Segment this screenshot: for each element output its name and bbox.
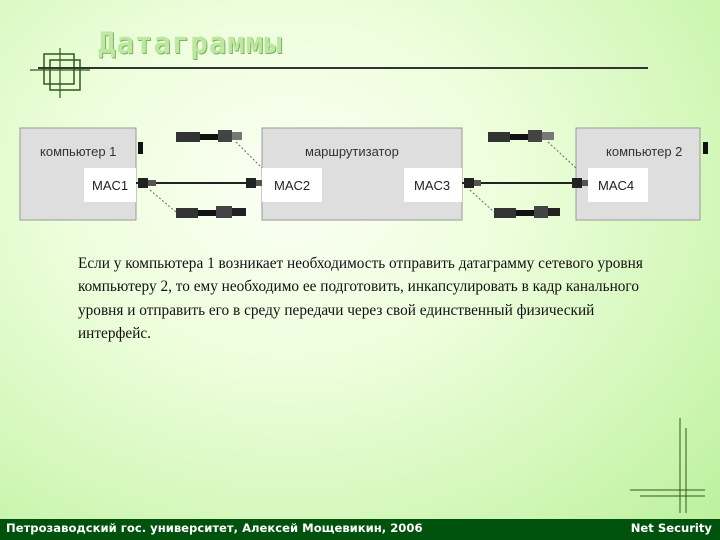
port-marker — [703, 142, 708, 154]
footer-bar — [0, 519, 720, 540]
mac3-label: MAC3 — [414, 178, 451, 193]
computer1-label: компьютер 1 — [40, 144, 117, 159]
footer-credit: Петрозаводский гос. университет, Алексей Мощевикин, 2006 — [6, 521, 423, 535]
router-label: маршрутизатор — [305, 144, 399, 159]
plug-icon — [464, 178, 481, 188]
mac1-label: MAC1 — [92, 178, 129, 193]
plug-icon — [246, 178, 262, 188]
network-diagram — [0, 120, 720, 235]
slide-body-text: Если у компьютера 1 возникает необходимость отправить датаграмму сетевого уровня компьютеру 2, то ему необходимо ее подготовить, инкапсулировать в кадр канального уровня и отправить его в среду передачи через свой единственный физический интерфейс. — [78, 255, 643, 343]
cable-connector-icon — [488, 130, 576, 168]
cable-connector-icon — [176, 130, 262, 168]
footer-course: Net Security — [630, 521, 712, 535]
mac2-label: MAC2 — [274, 178, 311, 193]
cable-connector-icon — [150, 190, 246, 218]
mac4-label: MAC4 — [598, 178, 635, 193]
crosshair-decoration — [630, 418, 710, 518]
corner-squares-decoration — [30, 48, 90, 98]
plug-icon — [138, 178, 156, 188]
title-underline — [38, 67, 648, 69]
computer2-label: компьютер 2 — [606, 144, 683, 159]
cable-connector-icon — [470, 190, 560, 218]
port-marker — [138, 142, 143, 154]
slide-title: Датаграммы — [98, 26, 283, 60]
